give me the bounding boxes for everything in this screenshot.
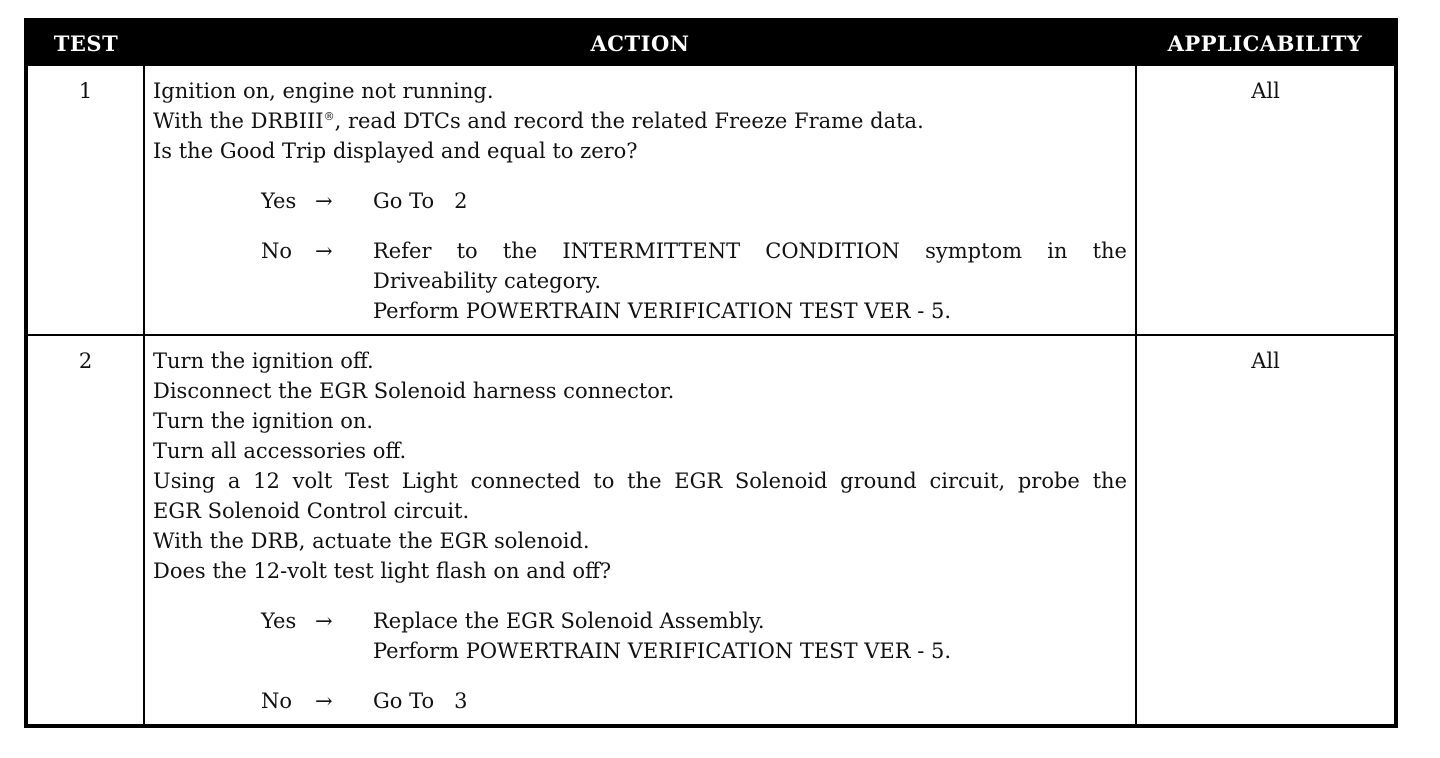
result-text: Replace the EGR Solenoid Assembly.: [373, 609, 765, 633]
step-text: With the DRBIII: [153, 109, 324, 133]
result-text: Go To 2: [373, 189, 468, 213]
result-body: [373, 686, 1127, 716]
test-number: 2: [26, 335, 144, 726]
step-text: Ignition on, engine not running.: [153, 79, 494, 103]
action-cell: [144, 65, 1136, 335]
right-arrow-icon: →: [315, 689, 333, 713]
step-text: EGR Solenoid Control circuit.: [153, 499, 470, 523]
step-text: Disconnect the EGR Solenoid harness connector.: [153, 379, 675, 403]
result-body: [373, 606, 1127, 666]
step-text: Is the Good Trip displayed and equal to zero?: [153, 139, 638, 163]
header-action: ACTION: [144, 20, 1136, 65]
result-label: Yes: [261, 609, 297, 633]
table-row: [26, 65, 1396, 335]
right-arrow-icon: →: [315, 609, 333, 633]
applicability-value: All: [1136, 335, 1396, 726]
right-arrow-icon: →: [315, 239, 333, 263]
result-yes: [261, 606, 1127, 666]
result-no: [261, 686, 1127, 716]
step-text-with-mark: [153, 106, 1127, 136]
action-cell: [144, 335, 1136, 726]
step-text: , read DTCs and record the related Freeze Frame data.: [334, 109, 924, 133]
result-text: Go To 3: [373, 689, 468, 713]
header-test: TEST: [26, 20, 144, 65]
step-text: With the DRB, actuate the EGR solenoid.: [153, 529, 590, 553]
result-label: No: [261, 239, 293, 263]
table-row: [26, 335, 1396, 726]
step-text: Turn the ignition on.: [153, 409, 374, 433]
registered-mark: ®: [323, 110, 335, 123]
result-label: Yes: [261, 189, 297, 213]
result-text: Perform POWERTRAIN VERIFICATION TEST VER - 5.: [373, 639, 952, 663]
test-number: 1: [26, 65, 144, 335]
result-body: [373, 186, 1127, 216]
result-text: Refer to the INTERMITTENT CONDITION symptom in the: [373, 239, 1127, 263]
step-text: Using a 12 volt Test Light connected to the EGR Solenoid ground circuit, probe the: [153, 469, 1127, 493]
applicability-value: All: [1136, 65, 1396, 335]
table-header-row: [26, 20, 1396, 65]
result-text: Perform POWERTRAIN VERIFICATION TEST VER - 5.: [373, 299, 952, 323]
result-label: No: [261, 689, 293, 713]
result-yes: [261, 186, 1127, 216]
result-text: Driveability category.: [373, 269, 601, 293]
diagnostic-test-table: [24, 18, 1398, 728]
step-text: Turn the ignition off.: [153, 349, 374, 373]
right-arrow-icon: →: [315, 189, 333, 213]
result-body: [373, 236, 1127, 326]
header-applicability: APPLICABILITY: [1136, 20, 1396, 65]
result-no: [261, 236, 1127, 326]
step-text: Turn all accessories off.: [153, 439, 407, 463]
step-text: Does the 12-volt test light flash on and off?: [153, 559, 612, 583]
diagnostic-table-page: [24, 18, 1394, 728]
